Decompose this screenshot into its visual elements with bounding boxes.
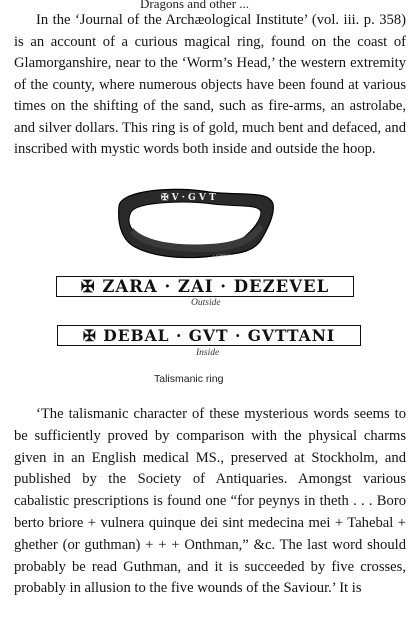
paragraph-ring-description: In the ‘Journal of the Archæological Institute’ (vol. iii. p. 358) is an account of a curious magical ring, found on the coast of Glamorganshire, near to the ‘Worm’s Head,’ the western extremity of the county, where numerous objects have been found at various times on the shifting of the sand, such as fire-arms, an astrolabe, and silver dollars. This ring is of gold, much bent and defaced, and inscribed with mystic words both inside and outside the hoop. <box>14 12 406 157</box>
ring-outer-inscription: ✠ V · G V T <box>161 193 216 203</box>
engraver-credit: J. Sibley sc. <box>212 251 233 259</box>
top-fragment-text: Dragons and other ... <box>140 0 250 11</box>
paragraph-talismanic-character: ‘The talismanic character of these mysterious words seems to be sufficiently proved by comparison with the physical charms given in an English medical MS., preserved at Stockholm, and published by the Society of Antiquaries. Amongst various cabalistic prescriptions is found one “for peynys in theth . . . Boro berto briore + vulnera quinque dei sint medecina mei + Tahebal + ghether (or guthman) + + + Onthman,” &c. The last word should probably be read Guthman, and it is succeeded by five crosses, probably in allusion to the five wounds of the Saviour.’ It is <box>14 406 406 597</box>
cut-off-heading <box>0 0 414 11</box>
label-inside: Inside <box>196 348 220 358</box>
inscription-inside: ✠ DEBAL · GVT · GVTTANI <box>57 325 361 346</box>
ring-illustration <box>113 186 277 266</box>
figure-caption: Talismanic ring <box>154 373 224 385</box>
inscription-outside: ✠ ZARA · ZAI · DEZEVEL <box>56 276 354 297</box>
label-outside: Outside <box>191 298 221 308</box>
